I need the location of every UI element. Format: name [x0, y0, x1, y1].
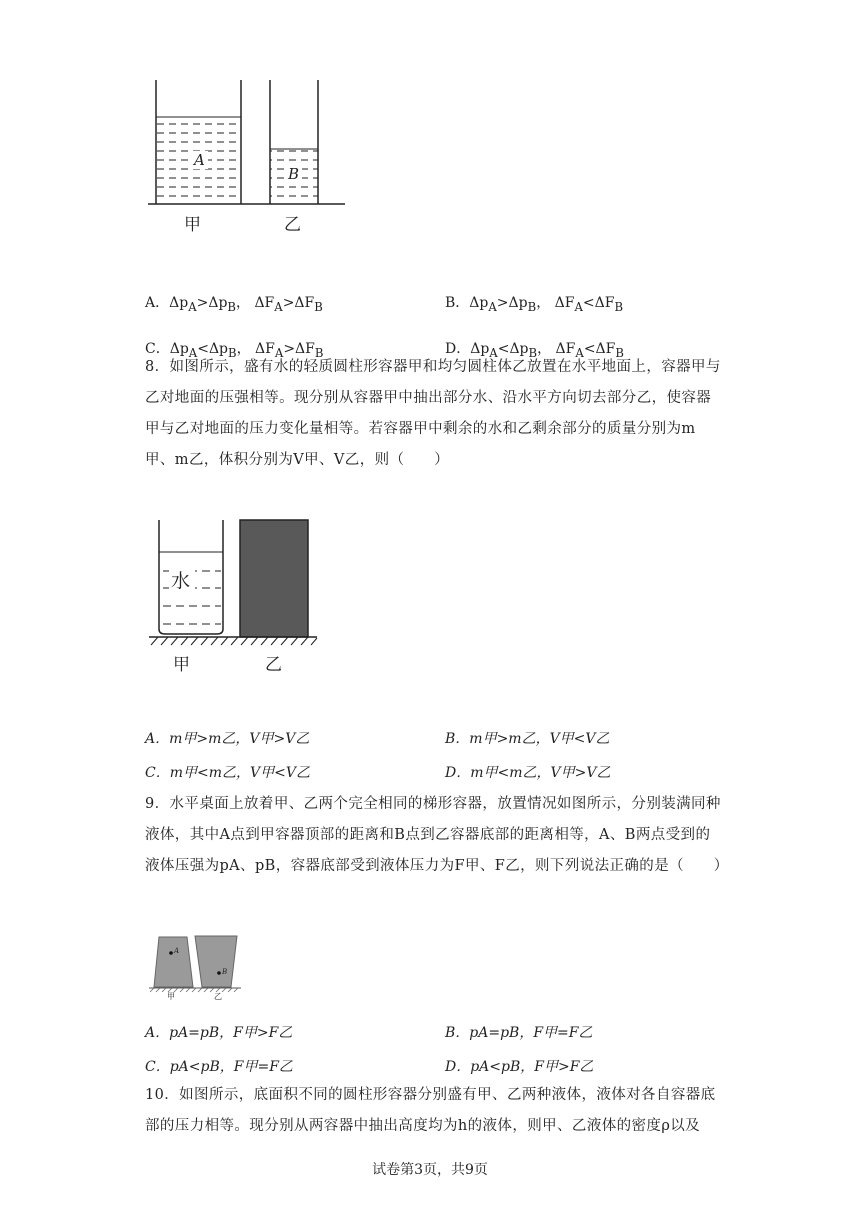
figure-q9 [145, 930, 255, 1005]
q9-text: 9．水平桌面上放着甲、乙两个完全相同的梯形容器，放置情况如图所示，分别装满同种液体，其中A点到甲容器顶部的距离和B点到乙容器底部的距离相等，A、B两点受到的液体压强为pA、pB，容器底部受到液体压力为F甲、F乙，则下列说法正确的是（ ） [145, 796, 729, 874]
q9-option-d[interactable]: D．pA<pB，F甲>F乙 [445, 1059, 594, 1075]
q7-option-c[interactable]: C．$\Delta p_A<\Delta p_B$， $\Delta F_A>\Delta F_B$ [145, 341, 324, 360]
q8-option-b[interactable]: B．m甲>m乙，V甲<V乙 [445, 731, 610, 747]
q8-option-c[interactable]: C．m甲<m乙，V甲<V乙 [145, 765, 310, 781]
container-b-label: B [288, 165, 300, 183]
point-b-label: B [222, 968, 228, 976]
q8-option-a[interactable]: A．m甲>m乙，V甲>V乙 [145, 731, 310, 747]
q8-question [145, 352, 725, 476]
caption-yi: 乙 [284, 215, 301, 235]
caption-jia: 甲 [167, 992, 175, 1001]
q8-option-d[interactable]: D．m甲<m乙，V甲>V乙 [445, 765, 611, 781]
q8-text: 8．如图所示，盛有水的轻质圆柱形容器甲和均匀圆柱体乙放置在水平地面上，容器甲与乙对地面的压强相等。现分别从容器甲中抽出部分水、沿水平方向切去部分乙，使容器甲与乙对地面的压力变化量相等。若容器甲中剩余的水和乙剩余部分的质量分别为m甲、m乙，体积分别为V甲、V乙，则（ ） [145, 359, 721, 468]
figure-q8 [145, 515, 325, 675]
page-footer: 试卷第3页，共9页 [372, 1162, 488, 1178]
q9-option-a[interactable]: A．pA=pB，F甲>F乙 [145, 1025, 293, 1041]
q7-option-b[interactable]: B．$\Delta p_A>\Delta p_B$， $\Delta F_A<\Delta F_B$ [445, 295, 624, 314]
figure-q7 [145, 75, 350, 245]
q9-option-c[interactable]: C．pA<pB，F甲=F乙 [145, 1059, 293, 1075]
caption-yi: 乙 [214, 992, 222, 1001]
caption-yi: 乙 [265, 655, 282, 675]
q7-option-a[interactable]: A．$\Delta p_A>\Delta p_B$， $\Delta F_A>\Delta F_B$ [145, 295, 323, 314]
q9-option-b[interactable]: B．pA=pB，F甲=F乙 [445, 1025, 593, 1041]
point-a-label: A [174, 947, 180, 955]
q10-question [145, 1080, 725, 1142]
caption-jia: 甲 [173, 655, 190, 675]
caption-jia: 甲 [184, 215, 201, 235]
q7-option-d[interactable]: D．$\Delta p_A<\Delta p_B$， $\Delta F_A<\Delta F_B$ [445, 341, 624, 360]
water-label: 水 [171, 570, 191, 592]
q9-question [145, 789, 729, 882]
q10-text: 10．如图所示，底面积不同的圆柱形容器分别盛有甲、乙两种液体，液体对各自容器底部的压力相等。现分别从两容器中抽出高度均为h的液体，则甲、乙液体的密度ρ以及 [145, 1087, 716, 1134]
container-a-label: A [194, 151, 205, 169]
